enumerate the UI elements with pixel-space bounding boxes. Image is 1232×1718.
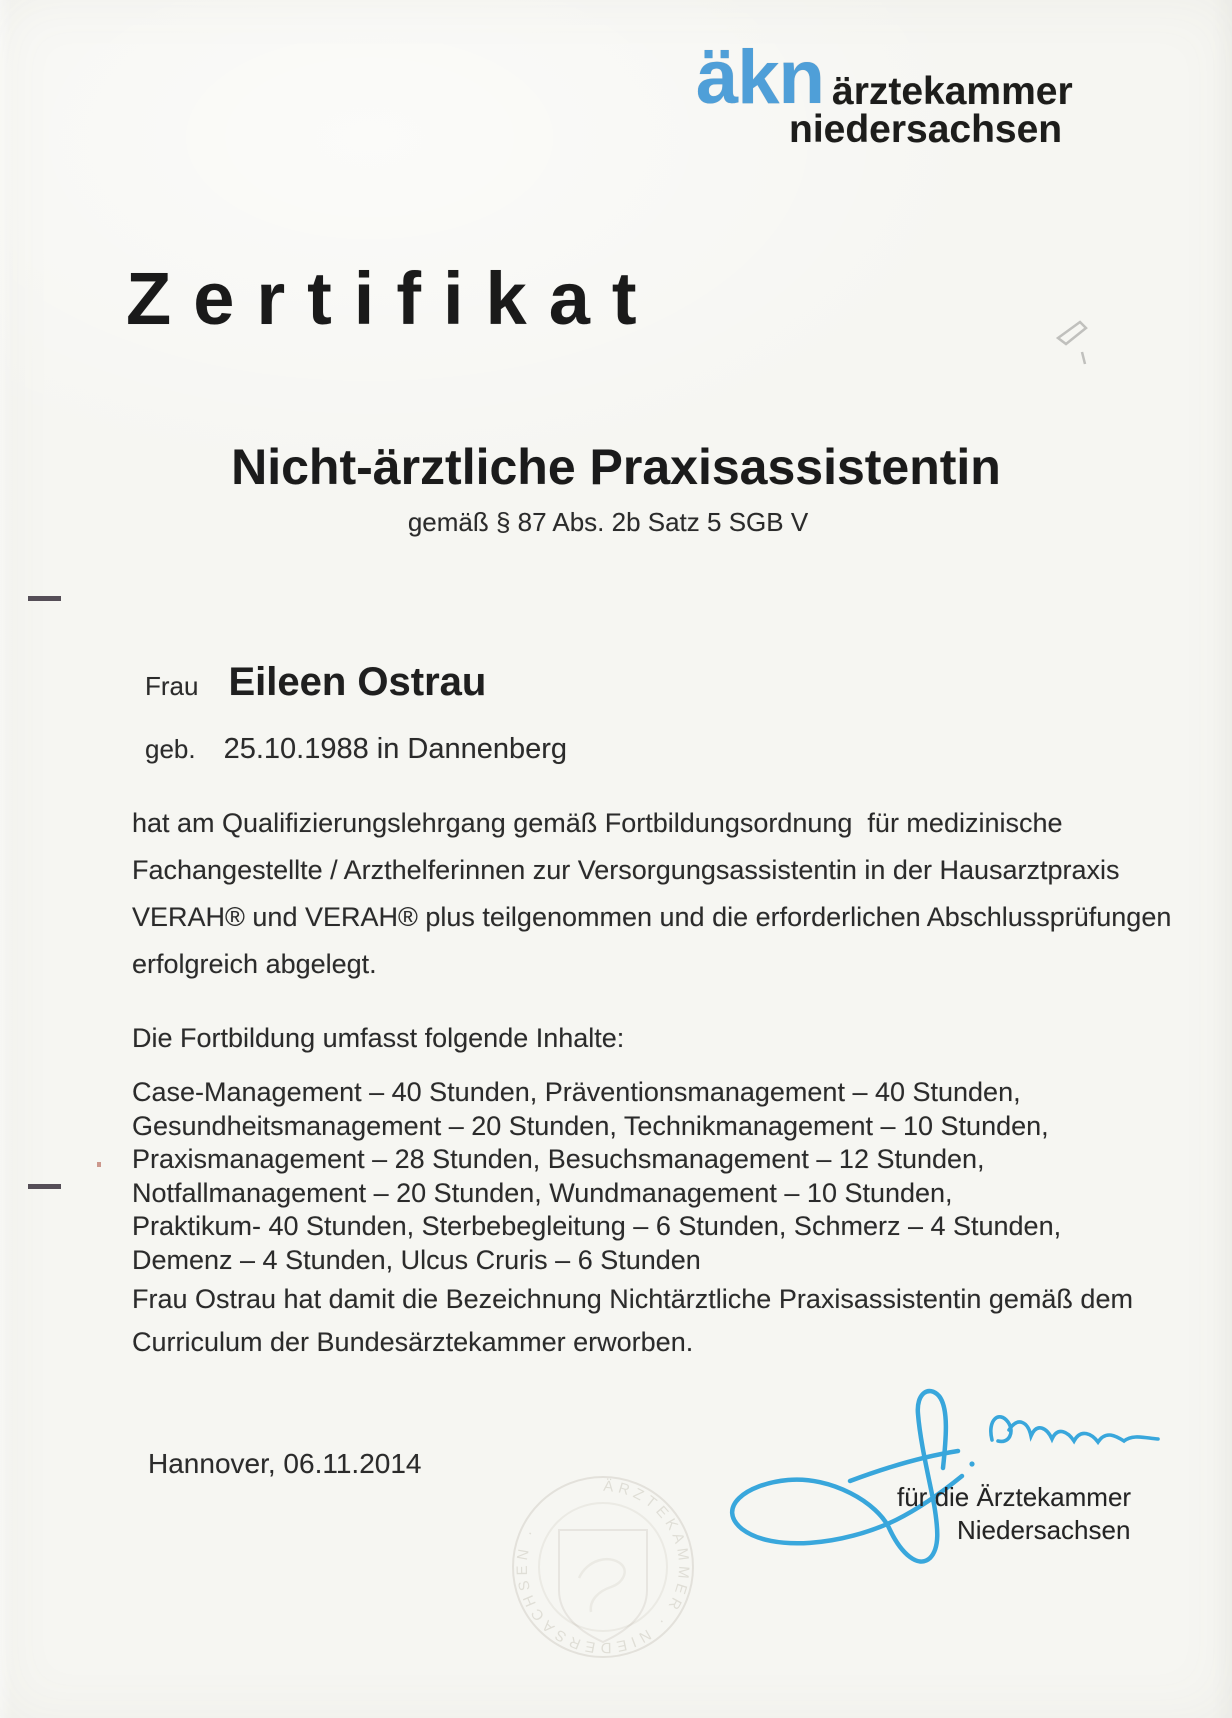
seal-shield xyxy=(559,1530,647,1642)
signature-caption-line2: Niedersachsen xyxy=(957,1515,1131,1545)
signature-stroke-f-loop xyxy=(732,1391,962,1561)
legal-basis-line: gemäß § 87 Abs. 2b Satz 5 SGB V xyxy=(407,507,809,537)
akn-logo-org-line2: niedersachsen xyxy=(789,108,1063,151)
closing-line: Curriculum der Bundesärztekammer erworben. xyxy=(132,1327,694,1357)
contents-line: Notfallmanagement – 20 Stunden, Wundmanagement – 10 Stunden, xyxy=(132,1177,953,1208)
intro-line: VERAH® und VERAH® plus teilgenommen und die erforderlichen Abschlussprüfungen xyxy=(132,902,1172,932)
seal-horse-emblem xyxy=(579,1559,625,1612)
contents-line: Gesundheitsmanagement – 20 Stunden, Technikmanagement – 10 Stunden, xyxy=(132,1110,1049,1141)
signature-stroke-name xyxy=(991,1417,1158,1442)
contents-line: Praktikum- 40 Stunden, Sterbebegleitung – 6 Stunden, Schmerz – 4 Stunden, xyxy=(132,1211,1062,1241)
signature-dot xyxy=(969,1461,974,1466)
recipient-row xyxy=(145,660,486,705)
contents-line: Case-Management – 40 Stunden, Präventionsmanagement – 40 Stunden, xyxy=(132,1077,1021,1107)
contents-heading: Die Fortbildung umfasst folgende Inhalte: xyxy=(132,1023,625,1053)
pencil-smudge-mark xyxy=(1052,312,1104,372)
closing-paragraph xyxy=(132,1278,1133,1364)
qualification-heading: Nicht-ärztliche Praxisassistentin xyxy=(231,439,1001,495)
scan-margin-mark xyxy=(28,596,61,601)
closing-line: Frau Ostrau hat damit die Bezeichnung Nichtärztliche Praxisassistentin gemäß dem xyxy=(132,1284,1133,1314)
certificate-title: Zertifikat xyxy=(126,257,659,340)
salutation-label: Frau xyxy=(145,671,199,701)
scan-margin-mark xyxy=(28,1184,61,1189)
birth-date-place: 25.10.1988 in Dannenberg xyxy=(223,733,568,765)
contents-line: Demenz – 4 Stunden, Ulcus Cruris – 6 Stunden xyxy=(132,1244,701,1275)
intro-line: erfolgreich abgelegt. xyxy=(132,949,377,979)
birth-label: geb. xyxy=(145,734,196,764)
intro-line: Fachangestellte / Arzthelferinnen zur Versorgungsassistentin in der Hausarztpraxis xyxy=(132,855,1120,885)
svg-text:ÄRZTEKAMMER · NIEDERSACHSEN · xyxy=(514,1478,693,1656)
scan-speck xyxy=(97,1162,101,1167)
contents-line: Praxismanagement – 28 Stunden, Besuchsmanagement – 12 Stunden, xyxy=(132,1144,985,1174)
akn-logo-org-line1: ärztekammer xyxy=(832,70,1073,113)
recipient-name: Eileen Ostrau xyxy=(228,660,487,704)
place-date: Hannover, 06.11.2014 xyxy=(148,1448,422,1479)
intro-paragraph xyxy=(132,800,1171,988)
seal-ring-text: ÄRZTEKAMMER · NIEDERSACHSEN · xyxy=(513,1477,693,1657)
intro-line: hat am Qualifizierungslehrgang gemäß Fortbildungsordnung für medizinische xyxy=(132,808,1063,838)
embossed-seal xyxy=(501,1470,705,1674)
birth-row xyxy=(145,733,567,766)
signature-caption-line1: für die Ärztekammer xyxy=(897,1482,1132,1512)
contents-list xyxy=(132,1076,1061,1277)
akn-logo-abbrev: äkn xyxy=(696,35,824,120)
